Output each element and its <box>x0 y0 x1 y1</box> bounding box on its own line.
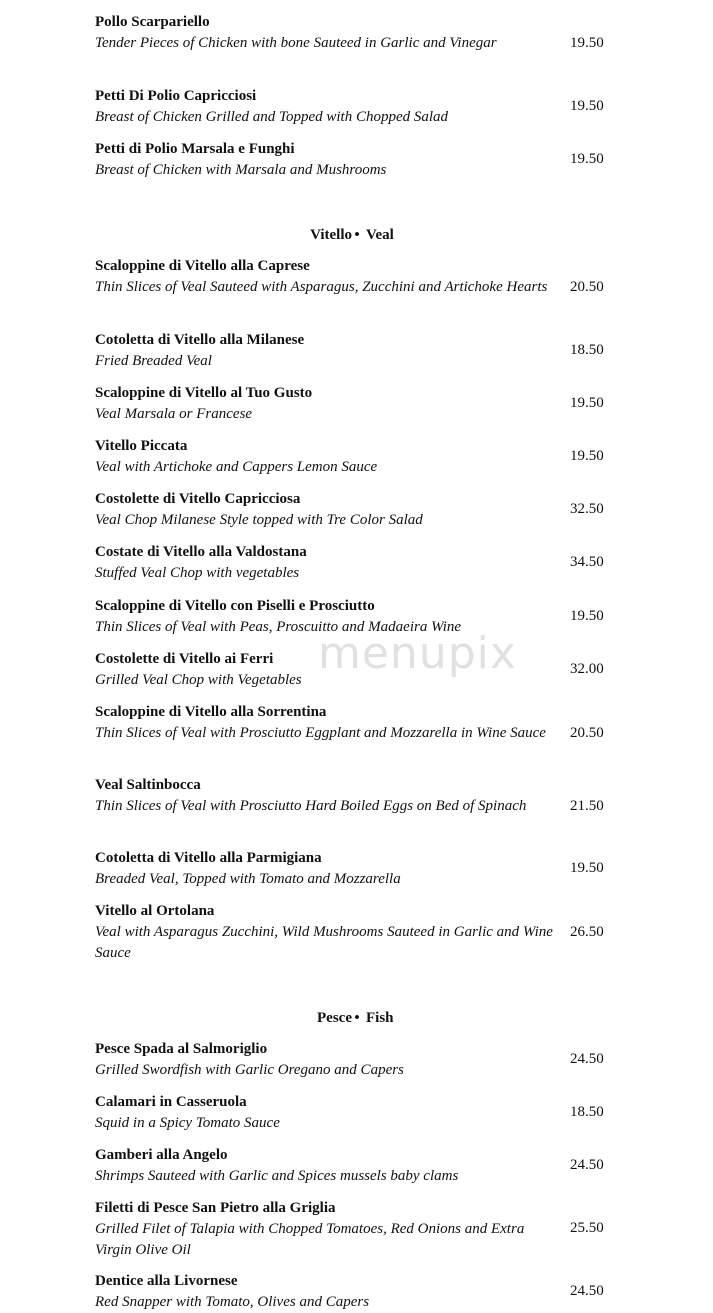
item-price: 19.50 <box>570 860 604 876</box>
watermark: menupix <box>318 628 517 679</box>
menu-item <box>95 1039 695 1081</box>
item-price: 25.50 <box>570 1220 604 1236</box>
item-description: Tender Pieces of Chicken with bone Sauteed in Garlic and Vinegar <box>95 35 497 51</box>
item-price: 34.50 <box>570 554 604 570</box>
item-name: Gamberi alla Angelo <box>95 1147 228 1163</box>
item-description: Breast of Chicken Grilled and Topped with Chopped Salad <box>95 109 449 125</box>
menu-item <box>95 542 695 584</box>
item-description: Veal Chop Milanese Style topped with Tre Color Salad <box>95 512 423 528</box>
menu-item <box>95 848 695 890</box>
item-name: Scaloppine di Vitello con Piselli e Prosciutto <box>95 598 375 614</box>
item-name: Vitello Piccata <box>95 438 188 454</box>
item-name: Scaloppine di Vitello alla Caprese <box>95 258 310 274</box>
item-name: Costolette di Vitello Capricciosa <box>95 491 301 507</box>
section-title-english: Fish <box>366 1010 394 1026</box>
item-price: 32.50 <box>570 501 604 517</box>
item-description: Thin Slices of Veal Sauteed with Asparagus, Zucchini and Artichoke Hearts <box>95 279 548 295</box>
item-price: 26.50 <box>570 924 604 940</box>
item-name: Petti di Polio Marsala e Funghi <box>95 141 295 157</box>
section-title-separator: • <box>354 1010 360 1026</box>
item-price: 19.50 <box>570 35 604 51</box>
item-description: Thin Slices of Veal with Peas, Proscuitto and Madaeira Wine <box>95 619 462 635</box>
item-name: Cotoletta di Vitello alla Parmigiana <box>95 850 322 866</box>
menu-item <box>95 256 695 298</box>
item-description: Fried Breaded Veal <box>95 353 212 369</box>
item-description: Red Snapper with Tomato, Olives and Capers <box>95 1294 370 1310</box>
menu-item <box>95 1198 695 1261</box>
item-price: 18.50 <box>570 342 604 358</box>
menu-item <box>95 330 695 372</box>
item-name: Costate di Vitello alla Valdostana <box>95 544 307 560</box>
item-price: 19.50 <box>570 608 604 624</box>
item-name: Scaloppine di Vitello alla Sorrentina <box>95 704 327 720</box>
item-name: Dentice alla Livornese <box>95 1273 238 1289</box>
menu-item <box>95 649 695 691</box>
item-price: 24.50 <box>570 1283 604 1299</box>
item-description: Breast of Chicken with Marsala and Mushrooms <box>95 162 387 178</box>
item-price: 21.50 <box>570 798 604 814</box>
item-name: Pollo Scarpariello <box>95 14 210 30</box>
item-description: Thin Slices of Veal with Prosciutto Eggplant and Mozzarella in Wine Sauce <box>95 725 546 741</box>
menu-item <box>95 139 695 181</box>
item-price: 19.50 <box>570 151 604 167</box>
menu-item <box>95 383 695 425</box>
item-name: Pesce Spada al Salmoriglio <box>95 1041 268 1057</box>
item-description: Grilled Veal Chop with Vegetables <box>95 672 302 688</box>
item-price: 19.50 <box>570 98 604 114</box>
item-description: Veal Marsala or Francese <box>95 406 253 422</box>
item-description: Shrimps Sauteed with Garlic and Spices mussels baby clams <box>95 1168 459 1184</box>
section-title-english: Veal <box>366 227 394 243</box>
item-name: Calamari in Casseruola <box>95 1094 247 1110</box>
item-price: 24.50 <box>570 1157 604 1173</box>
section-title-italian: Pesce <box>317 1010 352 1026</box>
item-description: Thin Slices of Veal with Prosciutto Hard Boiled Eggs on Bed of Spinach <box>95 798 527 814</box>
item-description: Veal with Artichoke and Cappers Lemon Sauce <box>95 459 378 475</box>
item-description: Stuffed Veal Chop with vegetables <box>95 565 300 581</box>
item-price: 19.50 <box>570 395 604 411</box>
menu-item <box>95 86 695 128</box>
item-name: Filetti di Pesce San Pietro alla Griglia <box>95 1200 336 1216</box>
section-title-italian: Vitello <box>310 227 352 243</box>
section-title-separator: • <box>354 227 360 243</box>
item-name: Vitello al Ortolana <box>95 903 215 919</box>
item-description: Veal with Asparagus Zucchini, Wild Mushrooms Sauteed in Garlic and Wine Sauce <box>95 924 553 961</box>
item-price: 24.50 <box>570 1051 604 1067</box>
menu-item <box>95 1145 695 1187</box>
item-name: Petti Di Polio Capricciosi <box>95 88 257 104</box>
item-name: Cotoletta di Vitello alla Milanese <box>95 332 305 348</box>
item-name: Veal Saltinbocca <box>95 777 201 793</box>
item-price: 18.50 <box>570 1104 604 1120</box>
item-price: 32.00 <box>570 661 604 677</box>
item-description: Grilled Filet of Talapia with Chopped Tomatoes, Red Onions and Extra Virgin Olive Oil <box>95 1221 525 1258</box>
menu-item <box>95 436 695 478</box>
menu-item <box>95 1092 695 1134</box>
item-description: Grilled Swordfish with Garlic Oregano and Capers <box>95 1062 404 1078</box>
item-price: 20.50 <box>570 279 604 295</box>
item-name: Scaloppine di Vitello al Tuo Gusto <box>95 385 313 401</box>
item-name: Costolette di Vitello ai Ferri <box>95 651 274 667</box>
menu-item <box>95 775 695 817</box>
menu-item <box>95 1271 695 1313</box>
item-description: Breaded Veal, Topped with Tomato and Mozzarella <box>95 871 401 887</box>
menu-item <box>95 12 695 54</box>
item-description: Squid in a Spicy Tomato Sauce <box>95 1115 280 1131</box>
menu-item <box>95 702 695 744</box>
item-price: 20.50 <box>570 725 604 741</box>
menu-item <box>95 489 695 531</box>
menu-item <box>95 901 695 964</box>
menu-item <box>95 596 695 638</box>
item-price: 19.50 <box>570 448 604 464</box>
